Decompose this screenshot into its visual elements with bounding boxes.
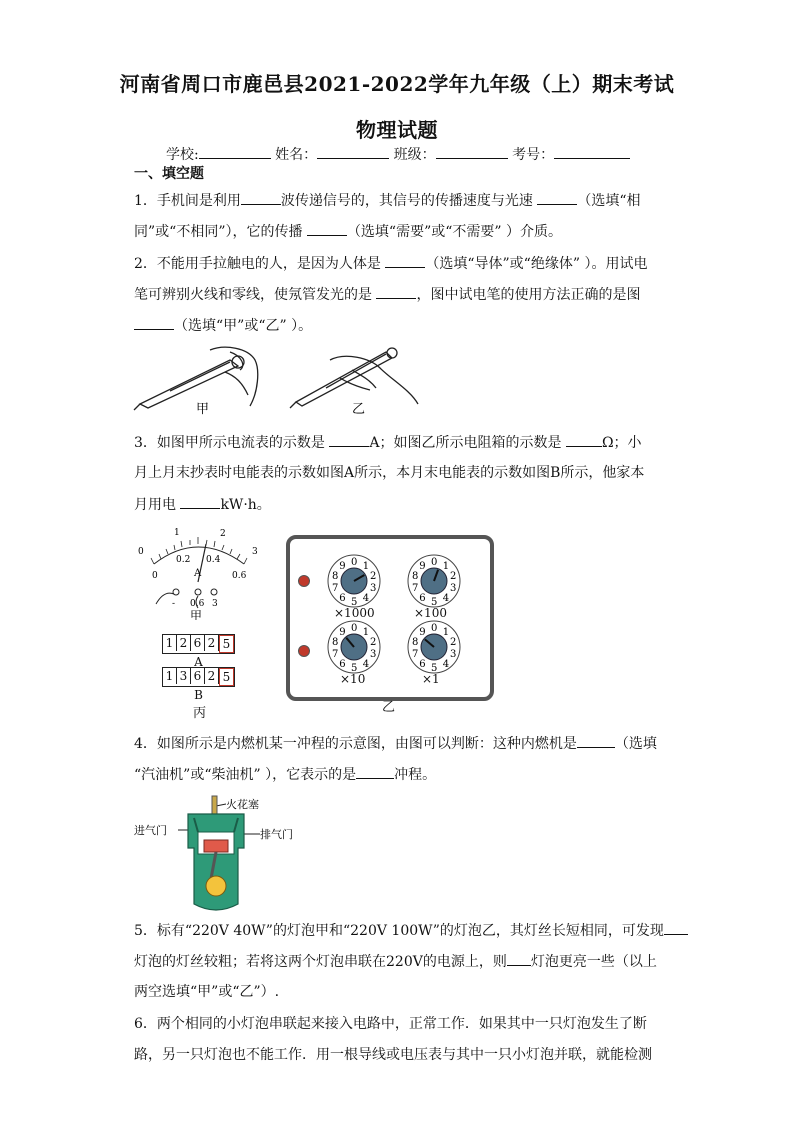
ammeter-bottom-02: 0.2 <box>176 555 191 565</box>
ammeter-top-3: 3 <box>252 547 258 557</box>
q3-line1: 3．如图甲所示电流表的示数是 A；如图乙所示电阻箱的示数是 Ω；小 <box>134 432 642 453</box>
dial-number: 9 <box>339 626 346 638</box>
ammeter-top-1: 1 <box>174 528 180 538</box>
dial-number: 1 <box>362 560 370 572</box>
ammeter-bottom-04: 0.4 <box>206 555 221 565</box>
section-title: 一、填空题 <box>134 166 204 182</box>
q1-line2: 同”或“不相同”），它的传播 （选填“需要”或“不需要” ）介质。 <box>134 221 562 242</box>
dial-number: 8 <box>411 570 419 582</box>
meter-B: 1 3 6 2 5 B <box>162 667 235 702</box>
dial-number: 0 <box>351 557 358 568</box>
meter-A-label: A <box>194 655 203 669</box>
dial-number: 4 <box>442 659 450 671</box>
exam-no-label: 考号： <box>512 147 555 163</box>
dial-number: 4 <box>442 593 450 605</box>
fig-bing-label: 丙 <box>193 706 207 721</box>
dial-mult-10: ×10 <box>340 672 366 686</box>
q3-line3: 月用电 kW·h。 <box>134 494 271 515</box>
class-field[interactable] <box>436 144 508 159</box>
dial-number: 0 <box>351 623 358 634</box>
ammeter-bottom-0: 0 <box>152 571 158 581</box>
dial-number: 7 <box>331 583 339 595</box>
test-pen-jia <box>134 347 258 410</box>
q4-line1: 4．如图所示是内燃机某一冲程的示意图，由图可以判断：这种内燃机是 （选填 <box>134 733 657 754</box>
dial-number: 3 <box>450 583 457 595</box>
dial-number: 3 <box>450 649 457 661</box>
resistance-box-label: 乙 <box>382 700 396 715</box>
resistance-dials <box>286 535 490 697</box>
q3-line2: 月上月末抄表时电能表的示数如图A所示，本月末电能表的示数如图B所示，他家本 <box>134 465 645 481</box>
test-pen-figure <box>130 340 430 420</box>
school-field[interactable] <box>199 144 271 159</box>
dial-number: 2 <box>370 570 377 582</box>
dial-number: 4 <box>362 659 370 671</box>
dial-number: 1 <box>442 560 450 572</box>
q4-line2: “汽油机”或“柴油机” ），它表示的是 冲程。 <box>134 764 436 785</box>
q6-line2: 路，另一只灯泡也不能工作．用一根导线或电压表与其中一只小灯泡并联，就能检测 <box>134 1047 652 1063</box>
dial-number: 9 <box>339 560 346 572</box>
dial-number: 7 <box>331 649 339 661</box>
ammeter-bottom-06: 0.6 <box>232 571 247 581</box>
meter-A: 1 2 6 2 5 A <box>162 634 235 669</box>
dial-mult-1000: ×1000 <box>334 606 375 620</box>
q2-line3: （选填“甲”或“乙” ）。 <box>134 315 312 336</box>
ammeter-label: 甲 <box>190 609 203 620</box>
dial-number: 2 <box>450 570 457 582</box>
q5-line2: 灯泡的灯丝较粗；若将这两个灯泡串联在220V的电源上，则 灯泡更亮一些（以上 <box>134 951 657 972</box>
spark-plug-label: 火花塞 <box>226 798 259 811</box>
dial-number: 7 <box>411 583 419 595</box>
dial-mult-100: ×100 <box>414 606 447 620</box>
dial-number: 3 <box>370 649 377 661</box>
test-pen-yi <box>290 348 418 408</box>
dial-number: 6 <box>419 593 426 605</box>
fig-jia-label: 甲 <box>196 402 210 417</box>
dial-number: 2 <box>370 636 377 648</box>
dial-mult-1: ×1 <box>422 672 440 686</box>
q6-line1: 6．两个相同的小灯泡串联起来接入电路中，正常工作．如果其中一只灯泡发生了断 <box>134 1016 647 1032</box>
meter-B-label: B <box>194 688 203 702</box>
dial-number: 1 <box>442 626 450 638</box>
page-subtitle: 物理试题 <box>356 118 438 142</box>
ammeter-unit: A <box>194 568 202 579</box>
dial-number: 0 <box>431 557 438 568</box>
exam-no-field[interactable] <box>554 144 630 159</box>
dial-number: 8 <box>411 636 419 648</box>
dial-number: 5 <box>431 597 438 608</box>
info-line <box>166 144 630 165</box>
ammeter-top-2: 2 <box>220 529 226 539</box>
class-label: 班级： <box>393 147 436 163</box>
q1-line1: 1．手机间是利用 波传递信号的，其信号的传播速度与光速 （选填“相 <box>134 190 641 211</box>
q5-line1: 5．标有“220V 40W”的灯泡甲和“220V 100W”的灯泡乙，其灯丝长短相同，可发现 <box>134 920 688 941</box>
page-title: 河南省周口市鹿邑县2021-2022学年九年级（上）期末考试 <box>119 72 675 96</box>
ammeter-left-zero: 0 <box>138 547 144 557</box>
dial-number: 0 <box>431 623 438 634</box>
dial-number: 2 <box>450 636 457 648</box>
q2-line1: 2．不能用手拉触电的人，是因为人体是 （选填“导体”或“绝缘体” ）。用试电 <box>134 253 647 274</box>
dial-number: 8 <box>331 636 339 648</box>
dial-number: 6 <box>419 659 426 671</box>
dial-number: 5 <box>351 663 358 674</box>
terminal-3: 3 <box>212 599 218 609</box>
dial-number: 7 <box>411 649 419 661</box>
name-field[interactable] <box>317 144 389 159</box>
dial-number: 9 <box>419 560 426 572</box>
dial-number: 8 <box>331 570 339 582</box>
dial-number: 3 <box>370 583 377 595</box>
q5-line3: 两空选填“甲”或“乙”）. <box>134 984 280 1000</box>
dial-number: 5 <box>431 663 438 674</box>
dial-number: 6 <box>339 659 346 671</box>
terminal-06: 0.6 <box>190 599 205 609</box>
engine-figure <box>134 792 304 912</box>
school-label: 学校: <box>166 147 199 163</box>
dial-number: 9 <box>419 626 426 638</box>
q2-line2: 笔可辨别火线和零线，使氖管发光的是 ，图中试电笔的使用方法正确的是图 <box>134 284 640 305</box>
name-label: 姓名： <box>275 147 318 163</box>
ammeter-figure <box>134 524 264 620</box>
intake-label: 进气门 <box>134 824 167 837</box>
exhaust-label: 排气门 <box>260 828 293 841</box>
dial-number: 1 <box>362 626 370 638</box>
dial-number: 5 <box>351 597 358 608</box>
fig-yi-label: 乙 <box>352 402 366 417</box>
dial-number: 6 <box>339 593 346 605</box>
dial-number: 4 <box>362 593 370 605</box>
terminal-neg: - <box>172 599 176 609</box>
